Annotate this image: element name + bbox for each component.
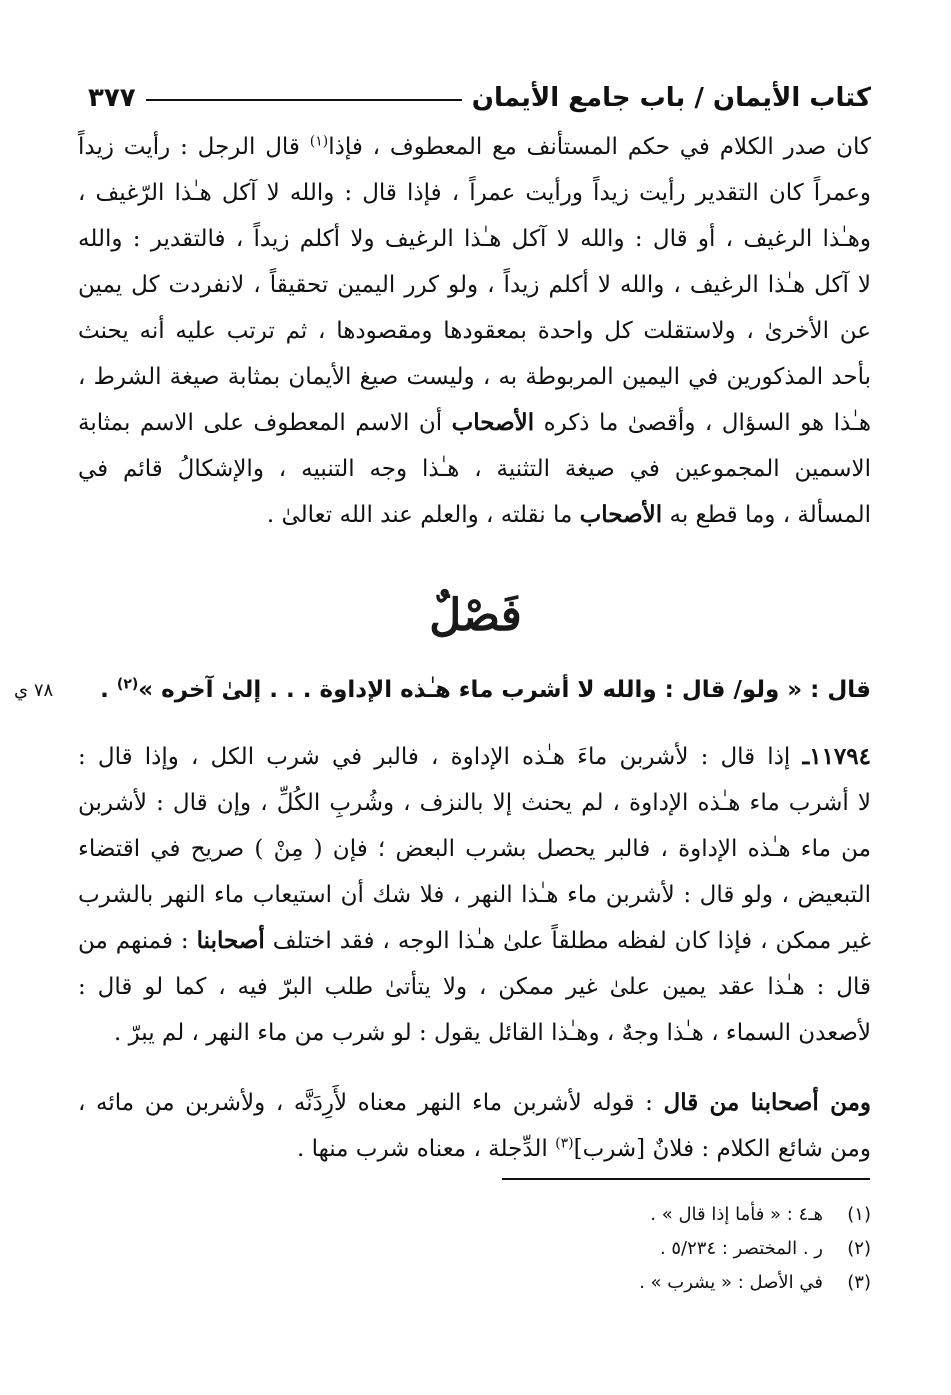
paragraph-second-view [78, 1080, 871, 1172]
paragraph-number: ١١٧٩٤ـ [802, 743, 871, 770]
text-line: وهـٰذا الرغيف ، أو قال : والله لا آكل هـٰذا الرغيف ولا أكلم زيداً ، فالتقدير : والله [78, 226, 871, 252]
running-header [88, 78, 871, 118]
intro-paragraph [78, 124, 871, 538]
text-line: كان صدر الكلام في حكم المستأنف مع المعطوف ، فإذا$^{(١)}$ قال الرجل : رأيت زيداً [78, 133, 871, 160]
text-line: هـٰذا هو السؤال ، وأقصىٰ ما ذكره الأصحاب أن الاسم المعطوف على الاسم بمثابة [78, 409, 871, 436]
footnotes [300, 1198, 871, 1300]
running-title: كتاب الأيمان / باب جامع الأيمان [471, 83, 871, 113]
footnote-ref[interactable]: (٢) [116, 676, 139, 693]
paragraph-11794 [78, 734, 871, 1056]
text-line: ومن أصحابنا من قال : قوله لأشربن ماء النهر معناه لأَرِدَنَّه ، ولأشربن من مائه ، [78, 1089, 872, 1116]
text-line: لأصعدن السماء ، هـٰذا وجهٌ ، وهـٰذا القائل يقول : لو شرب من ماء النهر ، لم يبرّ . [113, 1020, 871, 1046]
footnote: (١) هـ٤ : « فأما إذا قال » . [650, 1204, 871, 1225]
footnote: (٣) في الأصل : « يشرب » . [639, 1272, 871, 1293]
text-line: غير ممكن ، فإذا كان لفظه مطلقاً علىٰ هـٰذا الوجه ، فقد اختلف أصحابنا : فمنهم من [78, 927, 872, 954]
text-line: الاسمين المجموعين في صيغة التثنية ، هـٰذا وجه التنبيه ، والإشكالُ قائم في [78, 456, 871, 482]
text-line: ومن شائع الكلام : فلانٌ [شرب]$^{(٣)}$ الدِّجلة ، معناه شرب منها . [296, 1135, 871, 1162]
text-line: التبعيض ، ولو قال : لأشربن ماء هـٰذا النهر ، فلا شك أن استيعاب ماء النهر بالشرب [78, 882, 871, 908]
text-line: لا آكل هـٰذا الرغيف ، والله لا أكلم زيداً ، ولو كرر اليمين تحقيقاً ، لانفردت كل يمين [78, 272, 871, 298]
text-line: المسألة ، وما قطع به الأصحاب ما نقلته ، والعلم عند الله تعالىٰ . [266, 501, 871, 528]
footnote-ref[interactable]: (١) [309, 133, 329, 150]
margin-reference: ٧٨ ي [14, 680, 54, 701]
footnote-separator [502, 1178, 870, 1180]
text-line: وعمراً كان التقدير رأيت زيداً ورأيت عمراً ، فإذا قال : والله لا آكل هـٰذا الرّغيف ، [78, 180, 871, 206]
text-line: لا أشرب ماء هـٰذه الإداوة ، لم يحنث إلا بالنزف ، وشُربِ الكُلِّ ، وإن قال : لأشربن [78, 790, 871, 816]
text-line: من ماء هـٰذه الإداوة ، فالبر يحصل بشرب البعض ؛ فإن ( مِنْ ) صريح في اقتضاء [78, 836, 871, 862]
section-heading: فَصْلٌ [429, 590, 522, 641]
text-line: قال : هـٰذا عقد يمين علىٰ غير ممكن ، ولا يتأتىٰ طلب البرّ فيه ، كما لو قال : [78, 974, 871, 1000]
page-number: ٣٧٧ [88, 83, 136, 113]
text-line: ١١٧٩٤ـ إذا قال : لأشربن ماءَ هـٰذه الإداوة ، فالبر في شرب الكل ، وإذا قال : [78, 743, 871, 770]
text-line: بأحد المذكورين في اليمين المربوطة به ، وليست صيغ الأيمان بمثابة صيغة الشرط ، [78, 364, 871, 390]
footnote-ref[interactable]: (٣) [555, 1135, 574, 1152]
header-rule [146, 99, 462, 101]
quoted-statement: قال : « ولو/ قال : والله لا أشرب ماء هـٰذه الإداوة . . . إلىٰ آخره »$^{(٢)}$ . [100, 676, 871, 703]
text-line: عن الأخرىٰ ، ولاستقلت كل واحدة بمعقودها ومقصودها ، ثم ترتب عليه أنه يحنث [78, 318, 871, 344]
footnote: (٢) ر . المختصر : ٥/٢٣٤ . [659, 1238, 871, 1259]
